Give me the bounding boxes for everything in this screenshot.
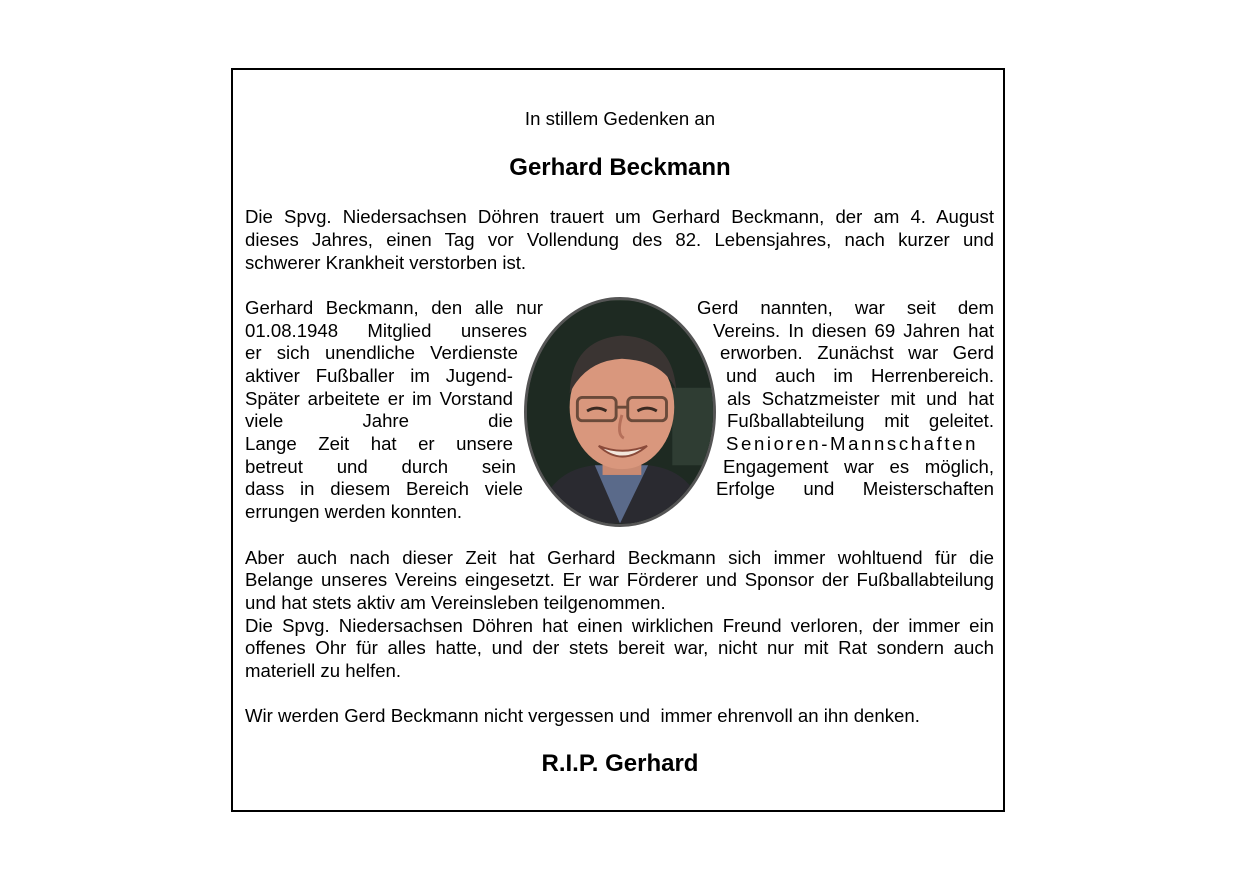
paragraph1-line: Die Spvg. Niedersachsen Döhren trauert um Gerhard Beckmann, der am 4. August xyxy=(245,206,994,227)
intro-text: In stillem Gedenken an xyxy=(524,108,716,129)
paragraph3-line: offenes Ohr für alles hatte, und der stets bereit war, nicht nur mit Rat sondern auch xyxy=(245,637,994,658)
paragraph3-line: Belange unseres Vereins eingesetzt. Er war Förderer und Sponsor der Fußballabteilung xyxy=(245,569,994,590)
paragraph2-right-line: Fußballabteilung mit geleitet. xyxy=(727,410,994,431)
paragraph2-left-line: dass in diesem Bereich viele xyxy=(245,478,523,499)
paragraph2-right-line: Erfolge und Meisterschaften xyxy=(716,478,994,499)
portrait-photo xyxy=(524,297,716,527)
paragraph3-line: Aber auch nach dieser Zeit hat Gerhard Beckmann sich immer wohltuend für die xyxy=(245,547,994,568)
paragraph2-left-line: betreut und durch sein xyxy=(245,456,516,477)
paragraph2-right-line: Vereins. In diesen 69 Jahren hat xyxy=(713,320,994,341)
paragraph2-right-line: Engagement war es möglich, xyxy=(723,456,994,477)
paragraph2-right-line: und auch im Herrenbereich. xyxy=(726,365,994,386)
paragraph1-line: dieses Jahres, einen Tag vor Vollendung des 82. Lebensjahres, nach kurzer und xyxy=(245,229,994,250)
deceased-name: Gerhard Beckmann xyxy=(509,154,731,181)
paragraph2-left-line: Lange Zeit hat er unsere xyxy=(245,433,513,454)
paragraph2-left-line: aktiver Fußballer im Jugend- xyxy=(245,365,513,386)
paragraph3-line: und hat stets aktiv am Vereinsleben teilgenommen. xyxy=(245,592,666,613)
paragraph2-left-line: Später arbeitete er im Vorstand xyxy=(245,388,513,409)
signoff: R.I.P. Gerhard xyxy=(541,750,699,777)
paragraph2-right-line: Senioren-Mannschaften xyxy=(726,433,979,454)
paragraph1-line: schwerer Krankheit verstorben ist. xyxy=(245,252,527,273)
paragraph3-line: materiell zu helfen. xyxy=(245,660,402,681)
paragraph2-right-line: Gerd nannten, war seit dem xyxy=(697,297,994,318)
paragraph2-left-line: errungen werden konnten. xyxy=(245,501,463,522)
paragraph2-right-line: als Schatzmeister mit und hat xyxy=(727,388,994,409)
closing-line: Wir werden Gerd Beckmann nicht vergessen und immer ehrenvoll an ihn denken. xyxy=(245,705,920,726)
paragraph3-line: Die Spvg. Niedersachsen Döhren hat einen wirklichen Freund verloren, der immer ein xyxy=(245,615,994,636)
paragraph2-left-line: er sich unendliche Verdienste xyxy=(245,342,518,363)
paragraph2-right-line: erworben. Zunächst war Gerd xyxy=(720,342,994,363)
paragraph2-left-line: 01.08.1948 Mitglied unseres xyxy=(245,320,527,341)
paragraph2-left-line: Gerhard Beckmann, den alle nur xyxy=(245,297,543,318)
paragraph2-left-line: viele Jahre die xyxy=(245,410,513,431)
